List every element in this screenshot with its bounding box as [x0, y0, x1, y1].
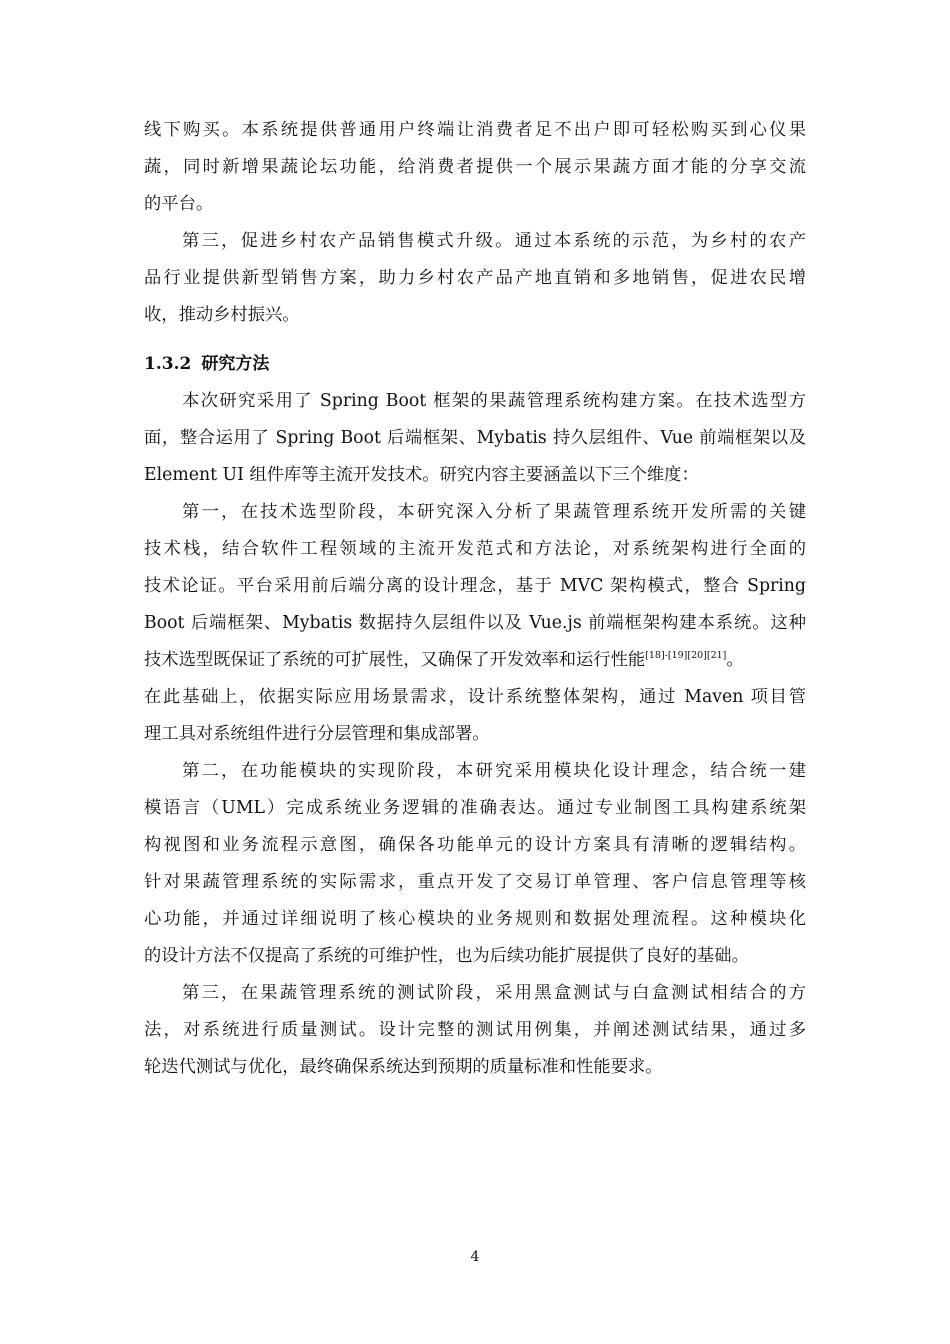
line-end-punctuation: 。	[726, 650, 744, 670]
paragraph-line: 针对果蔬管理系统的实际需求，重点开发了交易订单管理、客户信息管理等核	[144, 872, 806, 892]
paragraph-line: 品行业提供新型销售方案，助力乡村农产品产地直销和多地销售，促进农民增	[144, 268, 806, 288]
paragraph-line: 在此基础上，依据实际应用场景需求，设计系统整体架构，通过 Maven 项目管	[144, 687, 806, 707]
paragraph-line: 第三，促进乡村农产品销售模式升级。通过本系统的示范，为乡村的农产	[182, 231, 806, 251]
paragraph-line: 构视图和业务流程示意图，确保各功能单元的设计方案具有清晰的逻辑结构。	[144, 835, 806, 855]
page-number: 4	[470, 1249, 480, 1265]
paragraph-line: 技术栈，结合软件工程领域的主流开发范式和方法论，对系统架构进行全面的	[144, 539, 806, 559]
paragraph-line: 理工具对系统组件进行分层管理和集成部署。	[144, 724, 490, 744]
paragraph-line: 本次研究采用了 Spring Boot 框架的果蔬管理系统构建方案。在技术选型方	[182, 391, 806, 411]
line-text: 技术选型既保证了系统的可扩展性，又确保了开发效率和运行性能	[144, 650, 646, 670]
citation-reference: [18]-[19][20][21]	[645, 650, 727, 661]
paragraph-line: 第二，在功能模块的实现阶段，本研究采用模块化设计理念，结合统一建	[182, 761, 806, 781]
section-number: 1.3.2	[144, 354, 192, 374]
paragraph-line: 面，整合运用了 Spring Boot 后端框架、Mybatis 持久层组件、Vue 前端框架以及	[144, 428, 806, 448]
paragraph-line: 心功能，并通过详细说明了核心模块的业务规则和数据处理流程。这种模块化	[144, 909, 806, 929]
paragraph-line-with-citation	[144, 648, 806, 672]
paragraph-line: 蔬，同时新增果蔬论坛功能，给消费者提供一个展示果蔬方面才能的分享交流	[144, 157, 806, 177]
paragraph-line: 的平台。	[144, 194, 214, 214]
paragraph-line: Element UI 组件库等主流开发技术。研究内容主要涵盖以下三个维度：	[144, 465, 699, 485]
paragraph-line: 技术论证。平台采用前后端分离的设计理念，基于 MVC 架构模式，整合 Spring	[144, 576, 806, 596]
paragraph-line: 收，推动乡村振兴。	[144, 305, 300, 325]
paragraph-line: 的设计方法不仅提高了系统的可维护性，也为后续功能扩展提供了良好的基础。	[144, 946, 749, 966]
paragraph-line: 法，对系统进行质量测试。设计完整的测试用例集，并阐述测试结果，通过多	[144, 1020, 806, 1040]
paragraph-line: 模语言（UML）完成系统业务逻辑的准确表达。通过专业制图工具构建系统架	[144, 798, 806, 818]
paragraph-line: 轮迭代测试与优化，最终确保系统达到预期的质量标准和性能要求。	[144, 1057, 663, 1077]
paragraph-line: 第一，在技术选型阶段，本研究深入分析了果蔬管理系统开发所需的关键	[182, 502, 806, 522]
section-heading	[144, 352, 269, 376]
paragraph-line: 线下购买。本系统提供普通用户终端让消费者足不出户即可轻松购买到心仪果	[144, 120, 806, 140]
section-title: 研究方法	[201, 354, 270, 374]
paragraph-line: Boot 后端框架、Mybatis 数据持久层组件以及 Vue.js 前端框架构建本系统。这种	[144, 613, 806, 633]
paragraph-line: 第三，在果蔬管理系统的测试阶段，采用黑盒测试与白盒测试相结合的方	[182, 983, 806, 1003]
